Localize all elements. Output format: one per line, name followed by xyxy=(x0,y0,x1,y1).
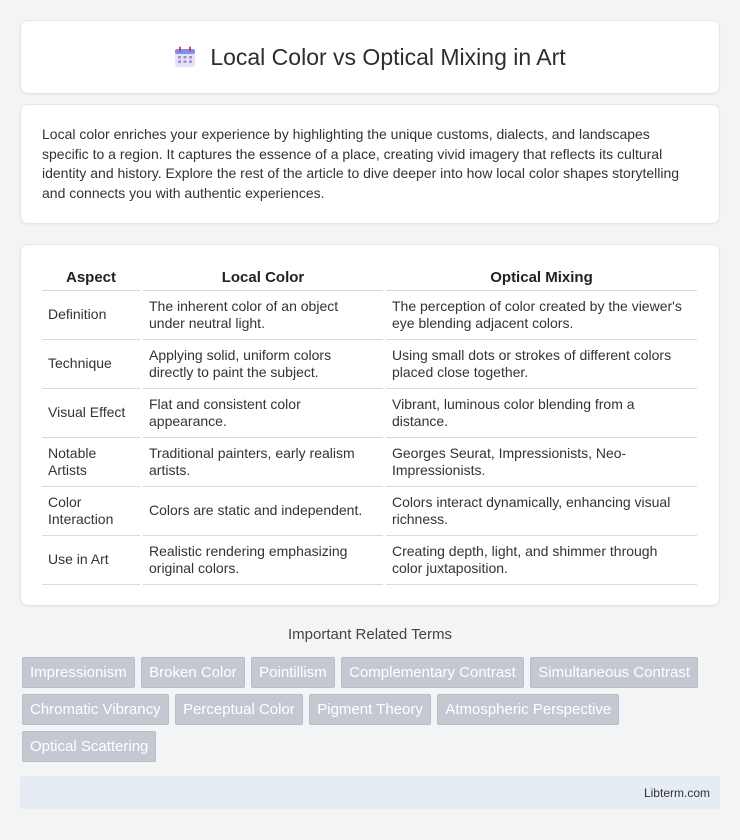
term-tag[interactable]: Complementary Contrast xyxy=(341,657,524,688)
cell-local-color: Realistic rendering emphasizing original colors. xyxy=(143,536,383,585)
page-title: Local Color vs Optical Mixing in Art xyxy=(210,43,566,70)
term-tag[interactable]: Optical Scattering xyxy=(22,731,156,762)
header-local-color: Local Color xyxy=(143,263,383,291)
intro-card xyxy=(20,104,720,224)
cell-aspect: Notable Artists xyxy=(42,438,140,487)
table-header-row xyxy=(42,263,697,291)
cell-aspect: Color Interaction xyxy=(42,487,140,536)
footer-site-link[interactable]: Libterm.com xyxy=(643,786,710,800)
table-row xyxy=(42,389,697,438)
cell-optical-mixing: The perception of color created by the viewer's eye blending adjacent colors. xyxy=(386,291,697,340)
term-tag[interactable]: Pointillism xyxy=(251,657,335,688)
title-card xyxy=(20,20,720,94)
header-aspect: Aspect xyxy=(42,263,140,291)
cell-aspect: Technique xyxy=(42,340,140,389)
table-row xyxy=(42,291,697,340)
cell-aspect: Use in Art xyxy=(42,536,140,585)
table-row xyxy=(42,487,697,536)
term-tag[interactable]: Chromatic Vibrancy xyxy=(22,694,169,725)
table-row xyxy=(42,438,697,487)
footer xyxy=(20,776,720,809)
intro-text: Local color enriches your experience by highlighting the unique customs, dialects, and landscapes specific to a region. It captures the essence of a place, creating vivid imagery that reflects its cultural identity and history. Explore the rest of the article to dive deeper into how local color shapes storytelling and connects you with authentic experiences. xyxy=(42,126,680,201)
related-terms-title: Important Related Terms xyxy=(288,626,452,643)
term-tag[interactable]: Pigment Theory xyxy=(309,694,431,725)
cell-local-color: Colors are static and independent. xyxy=(143,487,383,536)
cell-optical-mixing: Colors interact dynamically, enhancing visual richness. xyxy=(386,487,697,536)
term-tag[interactable]: Perceptual Color xyxy=(175,694,303,725)
cell-optical-mixing: Creating depth, light, and shimmer through color juxtaposition. xyxy=(386,536,697,585)
comparison-card xyxy=(20,244,720,606)
comparison-table xyxy=(39,263,700,585)
cell-local-color: The inherent color of an object under neutral light. xyxy=(143,291,383,340)
term-tag[interactable]: Impressionism xyxy=(22,657,135,688)
cell-optical-mixing: Using small dots or strokes of different colors placed close together. xyxy=(386,340,697,389)
cell-optical-mixing: Georges Seurat, Impressionists, Neo-Impressionists. xyxy=(386,438,697,487)
cell-local-color: Applying solid, uniform colors directly to paint the subject. xyxy=(143,340,383,389)
related-terms xyxy=(22,657,722,768)
cell-aspect: Definition xyxy=(42,291,140,340)
cell-local-color: Traditional painters, early realism artists. xyxy=(143,438,383,487)
table-row xyxy=(42,536,697,585)
term-tag[interactable]: Atmospheric Perspective xyxy=(437,694,619,725)
cell-local-color: Flat and consistent color appearance. xyxy=(143,389,383,438)
cell-optical-mixing: Vibrant, luminous color blending from a distance. xyxy=(386,389,697,438)
term-tag[interactable]: Broken Color xyxy=(141,657,245,688)
table-row xyxy=(42,340,697,389)
calendar-icon xyxy=(174,46,196,68)
term-tag[interactable]: Simultaneous Contrast xyxy=(530,657,698,688)
cell-aspect: Visual Effect xyxy=(42,389,140,438)
header-optical-mixing: Optical Mixing xyxy=(386,263,697,291)
